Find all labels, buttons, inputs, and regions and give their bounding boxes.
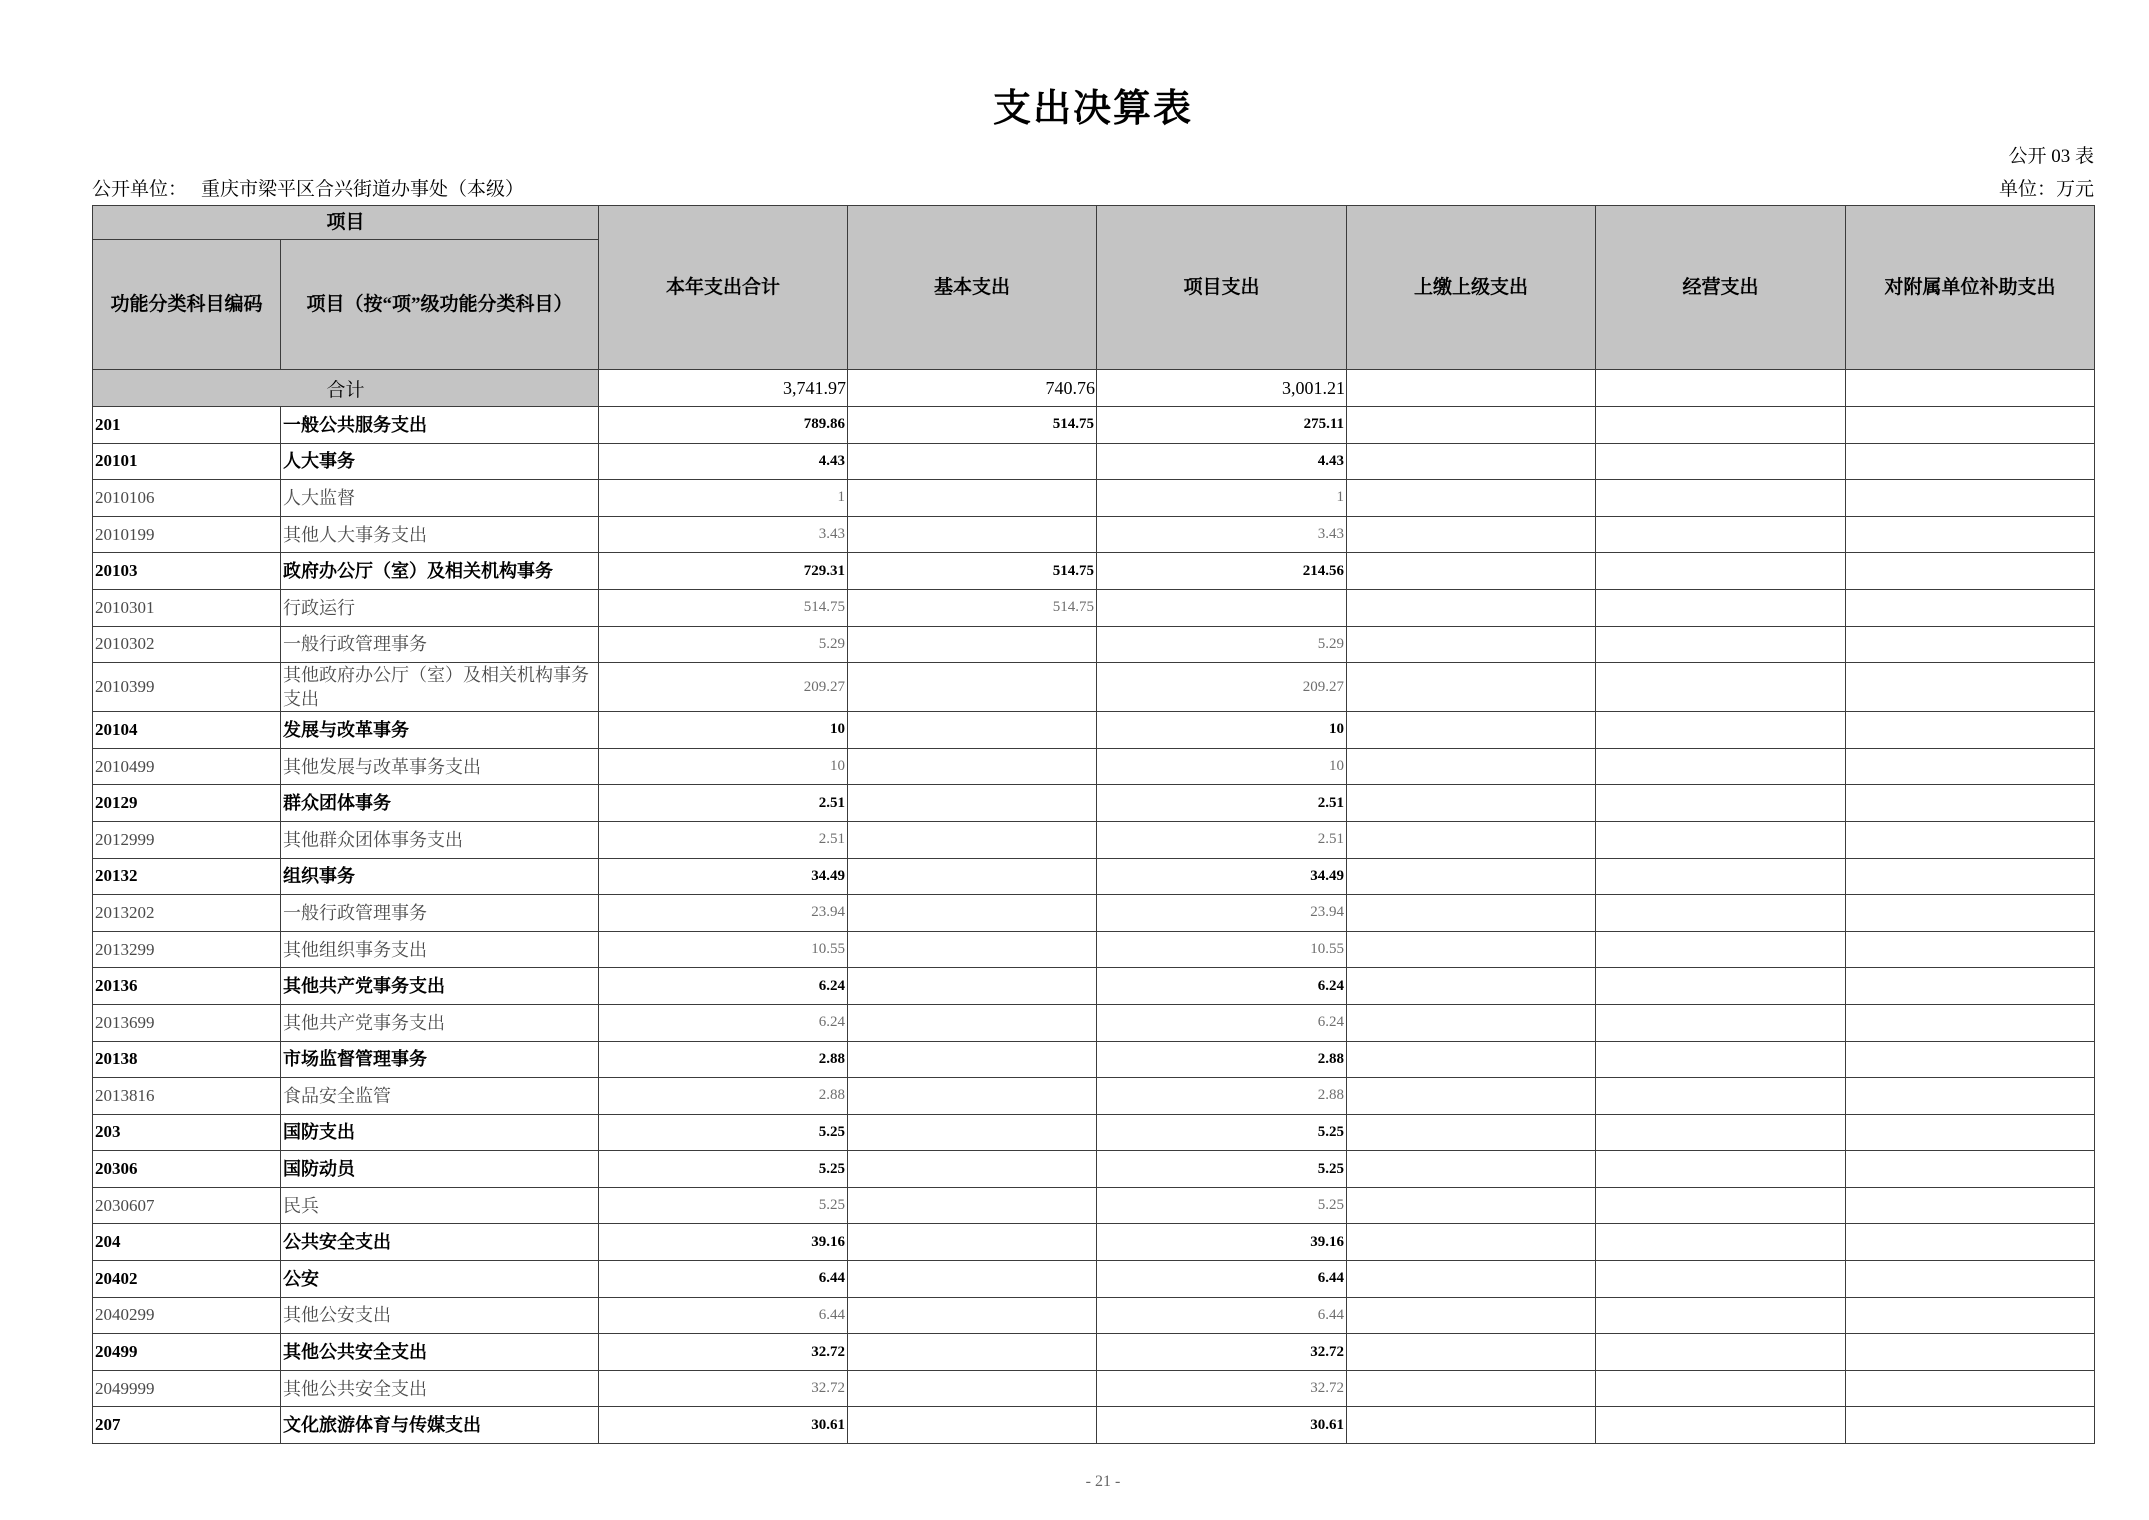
subject-code: 20136 [93,968,281,1005]
remit-to-superior-value [1347,748,1596,785]
subject-code: 2030607 [93,1187,281,1224]
total-expense-value: 5.25 [599,1114,848,1151]
subject-name: 其他公共安全支出 [281,1334,599,1371]
table-row [93,516,2095,553]
remit-to-superior-value [1347,712,1596,749]
table-row [93,1041,2095,1078]
project-expense-value: 5.29 [1097,626,1347,663]
project-expense-value: 1 [1097,480,1347,517]
subsidy-to-affiliates-value [1846,858,2095,895]
business-expense-value [1596,516,1846,553]
remit-to-superior-value [1347,589,1596,626]
basic-expense-value [848,1261,1097,1298]
total-label: 合计 [93,370,599,407]
business-expense-value [1596,1224,1846,1261]
business-expense-sum [1596,370,1846,407]
subsidy-to-affiliates-value [1846,516,2095,553]
basic-expense-value [848,626,1097,663]
business-expense-value [1596,1114,1846,1151]
total-expense-value: 729.31 [599,553,848,590]
basic-expense-value: 514.75 [848,407,1097,444]
subject-name: 行政运行 [281,589,599,626]
business-expense-value [1596,443,1846,480]
subject-code: 2049999 [93,1370,281,1407]
basic-expense-value [848,1297,1097,1334]
subject-code: 203 [93,1114,281,1151]
table-row [93,1297,2095,1334]
table-row [93,858,2095,895]
total-expense-value: 2.88 [599,1041,848,1078]
subject-name: 市场监督管理事务 [281,1041,599,1078]
project-expense-value: 2.51 [1097,821,1347,858]
remit-to-superior-value [1347,1224,1596,1261]
remit-to-superior-value [1347,1114,1596,1151]
subject-code: 2013299 [93,931,281,968]
subsidy-to-affiliates-value [1846,1187,2095,1224]
total-expense-value: 5.25 [599,1187,848,1224]
total-expense-value: 6.44 [599,1297,848,1334]
header-project-expense: 项目支出 [1097,206,1347,370]
basic-expense-value: 514.75 [848,553,1097,590]
subject-code: 20138 [93,1041,281,1078]
business-expense-value [1596,626,1846,663]
subject-code: 20103 [93,553,281,590]
page-number: - 21 - [1085,1473,1121,1490]
project-expense-value: 10 [1097,748,1347,785]
remit-to-superior-value [1347,968,1596,1005]
project-expense-value: 5.25 [1097,1114,1347,1151]
basic-expense-value [848,443,1097,480]
subsidy-to-affiliates-value [1846,480,2095,517]
subject-code: 2013202 [93,895,281,932]
subsidy-to-affiliates-sum [1846,370,2095,407]
business-expense-value [1596,712,1846,749]
subject-name: 一般行政管理事务 [281,626,599,663]
remit-to-superior-sum [1347,370,1596,407]
header-subject-name: 项目（按“项”级功能分类科目） [281,240,599,370]
remit-to-superior-value [1347,1407,1596,1444]
business-expense-value [1596,821,1846,858]
total-expense-value: 209.27 [599,663,848,712]
project-expense-value: 5.25 [1097,1187,1347,1224]
basic-expense-value [848,1187,1097,1224]
table-row [93,553,2095,590]
project-expense-value: 6.44 [1097,1297,1347,1334]
subsidy-to-affiliates-value [1846,1297,2095,1334]
header-subject-code: 功能分类科目编码 [93,240,281,370]
subject-code: 2013816 [93,1078,281,1115]
subject-code: 2040299 [93,1297,281,1334]
table-row [93,1187,2095,1224]
basic-expense-value [848,968,1097,1005]
table-row [93,407,2095,444]
business-expense-value [1596,785,1846,822]
remit-to-superior-value [1347,1370,1596,1407]
subject-name: 人大事务 [281,443,599,480]
subsidy-to-affiliates-value [1846,785,2095,822]
project-expense-sum: 3,001.21 [1097,370,1347,407]
subsidy-to-affiliates-value [1846,1224,2095,1261]
subject-code: 201 [93,407,281,444]
total-expense-value: 514.75 [599,589,848,626]
project-expense-value: 2.88 [1097,1078,1347,1115]
remit-to-superior-value [1347,1334,1596,1371]
total-expense-value: 30.61 [599,1407,848,1444]
subsidy-to-affiliates-value [1846,663,2095,712]
subject-code: 2010301 [93,589,281,626]
project-expense-value: 3.43 [1097,516,1347,553]
remit-to-superior-value [1347,663,1596,712]
total-row [93,370,2095,407]
business-expense-value [1596,589,1846,626]
basic-expense-value [848,1370,1097,1407]
table-row [93,589,2095,626]
subject-name: 其他共产党事务支出 [281,968,599,1005]
remit-to-superior-value [1347,1078,1596,1115]
subsidy-to-affiliates-value [1846,821,2095,858]
table-row [93,1151,2095,1188]
table-row [93,1078,2095,1115]
total-expense-value: 10 [599,748,848,785]
project-expense-value: 4.43 [1097,443,1347,480]
table-row [93,785,2095,822]
basic-expense-value [848,1151,1097,1188]
subject-name: 文化旅游体育与传媒支出 [281,1407,599,1444]
subject-code: 20132 [93,858,281,895]
expenditure-table [92,205,2095,1444]
header-remit-to-superior: 上缴上级支出 [1347,206,1596,370]
table-row [93,1224,2095,1261]
subsidy-to-affiliates-value [1846,931,2095,968]
business-expense-value [1596,480,1846,517]
project-expense-value: 2.88 [1097,1041,1347,1078]
subsidy-to-affiliates-value [1846,968,2095,1005]
remit-to-superior-value [1347,626,1596,663]
subject-code: 20499 [93,1334,281,1371]
basic-expense-value [848,931,1097,968]
project-expense-value: 10.55 [1097,931,1347,968]
basic-expense-value [848,516,1097,553]
total-expense-value: 2.88 [599,1078,848,1115]
business-expense-value [1596,1187,1846,1224]
subject-name: 发展与改革事务 [281,712,599,749]
project-expense-value: 6.44 [1097,1261,1347,1298]
project-expense-value: 32.72 [1097,1334,1347,1371]
table-row [93,443,2095,480]
header-item-group: 项目 [93,206,599,240]
table-row [93,626,2095,663]
remit-to-superior-value [1347,443,1596,480]
total-expense-value: 2.51 [599,785,848,822]
subject-code: 20306 [93,1151,281,1188]
business-expense-value [1596,1297,1846,1334]
table-row [93,1261,2095,1298]
total-expense-value: 32.72 [599,1370,848,1407]
table-body [93,370,2095,1444]
remit-to-superior-value [1347,821,1596,858]
disclosure-unit-name: 重庆市梁平区合兴街道办事处（本级） [201,179,525,200]
subsidy-to-affiliates-value [1846,589,2095,626]
project-expense-value: 34.49 [1097,858,1347,895]
remit-to-superior-value [1347,858,1596,895]
subject-code: 2012999 [93,821,281,858]
disclosure-unit-line [92,178,524,202]
remit-to-superior-value [1347,480,1596,517]
subject-name: 其他政府办公厅（室）及相关机构事务支出 [281,663,599,712]
basic-expense-value [848,1004,1097,1041]
subsidy-to-affiliates-value [1846,1041,2095,1078]
header-subsidy-to-affiliates: 对附属单位补助支出 [1846,206,2095,370]
subject-name: 其他人大事务支出 [281,516,599,553]
remit-to-superior-value [1347,895,1596,932]
subsidy-to-affiliates-value [1846,895,2095,932]
project-expense-value [1097,589,1347,626]
project-expense-value: 2.51 [1097,785,1347,822]
table-row [93,821,2095,858]
business-expense-value [1596,407,1846,444]
subject-name: 其他公共安全支出 [281,1370,599,1407]
project-expense-value: 39.16 [1097,1224,1347,1261]
table-row [93,895,2095,932]
subject-name: 国防动员 [281,1151,599,1188]
total-expense-value: 10.55 [599,931,848,968]
subject-code: 20129 [93,785,281,822]
table-row [93,968,2095,1005]
subject-name: 国防支出 [281,1114,599,1151]
subsidy-to-affiliates-value [1846,1261,2095,1298]
subject-name: 人大监督 [281,480,599,517]
subsidy-to-affiliates-value [1846,1370,2095,1407]
subsidy-to-affiliates-value [1846,443,2095,480]
subject-code: 2010199 [93,516,281,553]
table-row [93,1407,2095,1444]
subsidy-to-affiliates-value [1846,1407,2095,1444]
total-expense-value: 4.43 [599,443,848,480]
remit-to-superior-value [1347,1041,1596,1078]
subsidy-to-affiliates-value [1846,1114,2095,1151]
remit-to-superior-value [1347,785,1596,822]
total-expense-value: 789.86 [599,407,848,444]
table-row [93,1004,2095,1041]
table-row [93,663,2095,712]
remit-to-superior-value [1347,1151,1596,1188]
remit-to-superior-value [1347,1004,1596,1041]
business-expense-value [1596,931,1846,968]
business-expense-value [1596,748,1846,785]
subsidy-to-affiliates-value [1846,626,2095,663]
subsidy-to-affiliates-value [1846,1151,2095,1188]
subject-name: 群众团体事务 [281,785,599,822]
remit-to-superior-value [1347,516,1596,553]
business-expense-value [1596,1334,1846,1371]
business-expense-value [1596,553,1846,590]
table-row [93,1114,2095,1151]
subject-name: 食品安全监管 [281,1078,599,1115]
subsidy-to-affiliates-value [1846,553,2095,590]
remit-to-superior-value [1347,1297,1596,1334]
table-row [93,1334,2095,1371]
basic-expense-value [848,1224,1097,1261]
basic-expense-value [848,785,1097,822]
total-expense-value: 10 [599,712,848,749]
remit-to-superior-value [1347,931,1596,968]
subject-code: 2010399 [93,663,281,712]
project-expense-value: 5.25 [1097,1151,1347,1188]
subject-name: 一般行政管理事务 [281,895,599,932]
remit-to-superior-value [1347,553,1596,590]
total-expense-value: 32.72 [599,1334,848,1371]
subject-name: 其他共产党事务支出 [281,1004,599,1041]
basic-expense-value [848,1041,1097,1078]
remit-to-superior-value [1347,407,1596,444]
table-row [93,712,2095,749]
subject-name: 公共安全支出 [281,1224,599,1261]
subject-name: 政府办公厅（室）及相关机构事务 [281,553,599,590]
total-expense-value: 6.44 [599,1261,848,1298]
total-expense-value: 23.94 [599,895,848,932]
total-expense-value: 39.16 [599,1224,848,1261]
subject-name: 其他公安支出 [281,1297,599,1334]
basic-expense-value [848,1114,1097,1151]
subject-name: 民兵 [281,1187,599,1224]
business-expense-value [1596,663,1846,712]
business-expense-value [1596,1407,1846,1444]
business-expense-value [1596,895,1846,932]
header-total-expense: 本年支出合计 [599,206,848,370]
business-expense-value [1596,858,1846,895]
basic-expense-value [848,1078,1097,1115]
basic-expense-value [848,480,1097,517]
total-expense-value: 1 [599,480,848,517]
table-row [93,1370,2095,1407]
remit-to-superior-value [1347,1187,1596,1224]
currency-unit: 单位：万元 [1998,179,2094,200]
subsidy-to-affiliates-value [1846,1078,2095,1115]
business-expense-value [1596,1261,1846,1298]
basic-expense-value [848,821,1097,858]
subsidy-to-affiliates-value [1846,1334,2095,1371]
page-title: 支出决算表 [992,88,1193,130]
total-expense-value: 6.24 [599,968,848,1005]
basic-expense-value [848,1334,1097,1371]
total-expense-value: 5.29 [599,626,848,663]
subject-code: 2013699 [93,1004,281,1041]
business-expense-value [1596,1151,1846,1188]
subject-code: 2010106 [93,480,281,517]
header-basic-expense: 基本支出 [848,206,1097,370]
subject-code: 204 [93,1224,281,1261]
subject-name: 其他群众团体事务支出 [281,821,599,858]
total-expense-sum: 3,741.97 [599,370,848,407]
subject-name: 其他组织事务支出 [281,931,599,968]
subject-code: 2010499 [93,748,281,785]
project-expense-value: 6.24 [1097,968,1347,1005]
business-expense-value [1596,968,1846,1005]
subject-name: 一般公共服务支出 [281,407,599,444]
business-expense-value [1596,1041,1846,1078]
table-row [93,748,2095,785]
subject-code: 2010302 [93,626,281,663]
subject-name: 组织事务 [281,858,599,895]
subsidy-to-affiliates-value [1846,712,2095,749]
basic-expense-value [848,663,1097,712]
total-expense-value: 6.24 [599,1004,848,1041]
project-expense-value: 23.94 [1097,895,1347,932]
subject-name: 公安 [281,1261,599,1298]
disclosure-unit-label: 公开单位： [92,179,188,200]
basic-expense-value [848,1407,1097,1444]
total-expense-value: 2.51 [599,821,848,858]
subsidy-to-affiliates-value [1846,407,2095,444]
subject-code: 207 [93,1407,281,1444]
table-number: 公开 03 表 [2008,146,2094,167]
subsidy-to-affiliates-value [1846,748,2095,785]
business-expense-value [1596,1370,1846,1407]
table-header [93,206,2095,370]
subject-name: 其他发展与改革事务支出 [281,748,599,785]
project-expense-value: 209.27 [1097,663,1347,712]
total-expense-value: 3.43 [599,516,848,553]
business-expense-value [1596,1078,1846,1115]
basic-expense-value [848,858,1097,895]
basic-expense-value [848,748,1097,785]
total-expense-value: 34.49 [599,858,848,895]
basic-expense-value: 514.75 [848,589,1097,626]
remit-to-superior-value [1347,1261,1596,1298]
subject-code: 20402 [93,1261,281,1298]
subject-code: 20104 [93,712,281,749]
basic-expense-sum: 740.76 [848,370,1097,407]
table-row [93,931,2095,968]
project-expense-value: 32.72 [1097,1370,1347,1407]
business-expense-value [1596,1004,1846,1041]
project-expense-value: 275.11 [1097,407,1347,444]
project-expense-value: 6.24 [1097,1004,1347,1041]
subsidy-to-affiliates-value [1846,1004,2095,1041]
basic-expense-value [848,895,1097,932]
project-expense-value: 30.61 [1097,1407,1347,1444]
project-expense-value: 10 [1097,712,1347,749]
header-business-expense: 经营支出 [1596,206,1846,370]
project-expense-value: 214.56 [1097,553,1347,590]
total-expense-value: 5.25 [599,1151,848,1188]
subject-code: 20101 [93,443,281,480]
basic-expense-value [848,712,1097,749]
table-row [93,480,2095,517]
